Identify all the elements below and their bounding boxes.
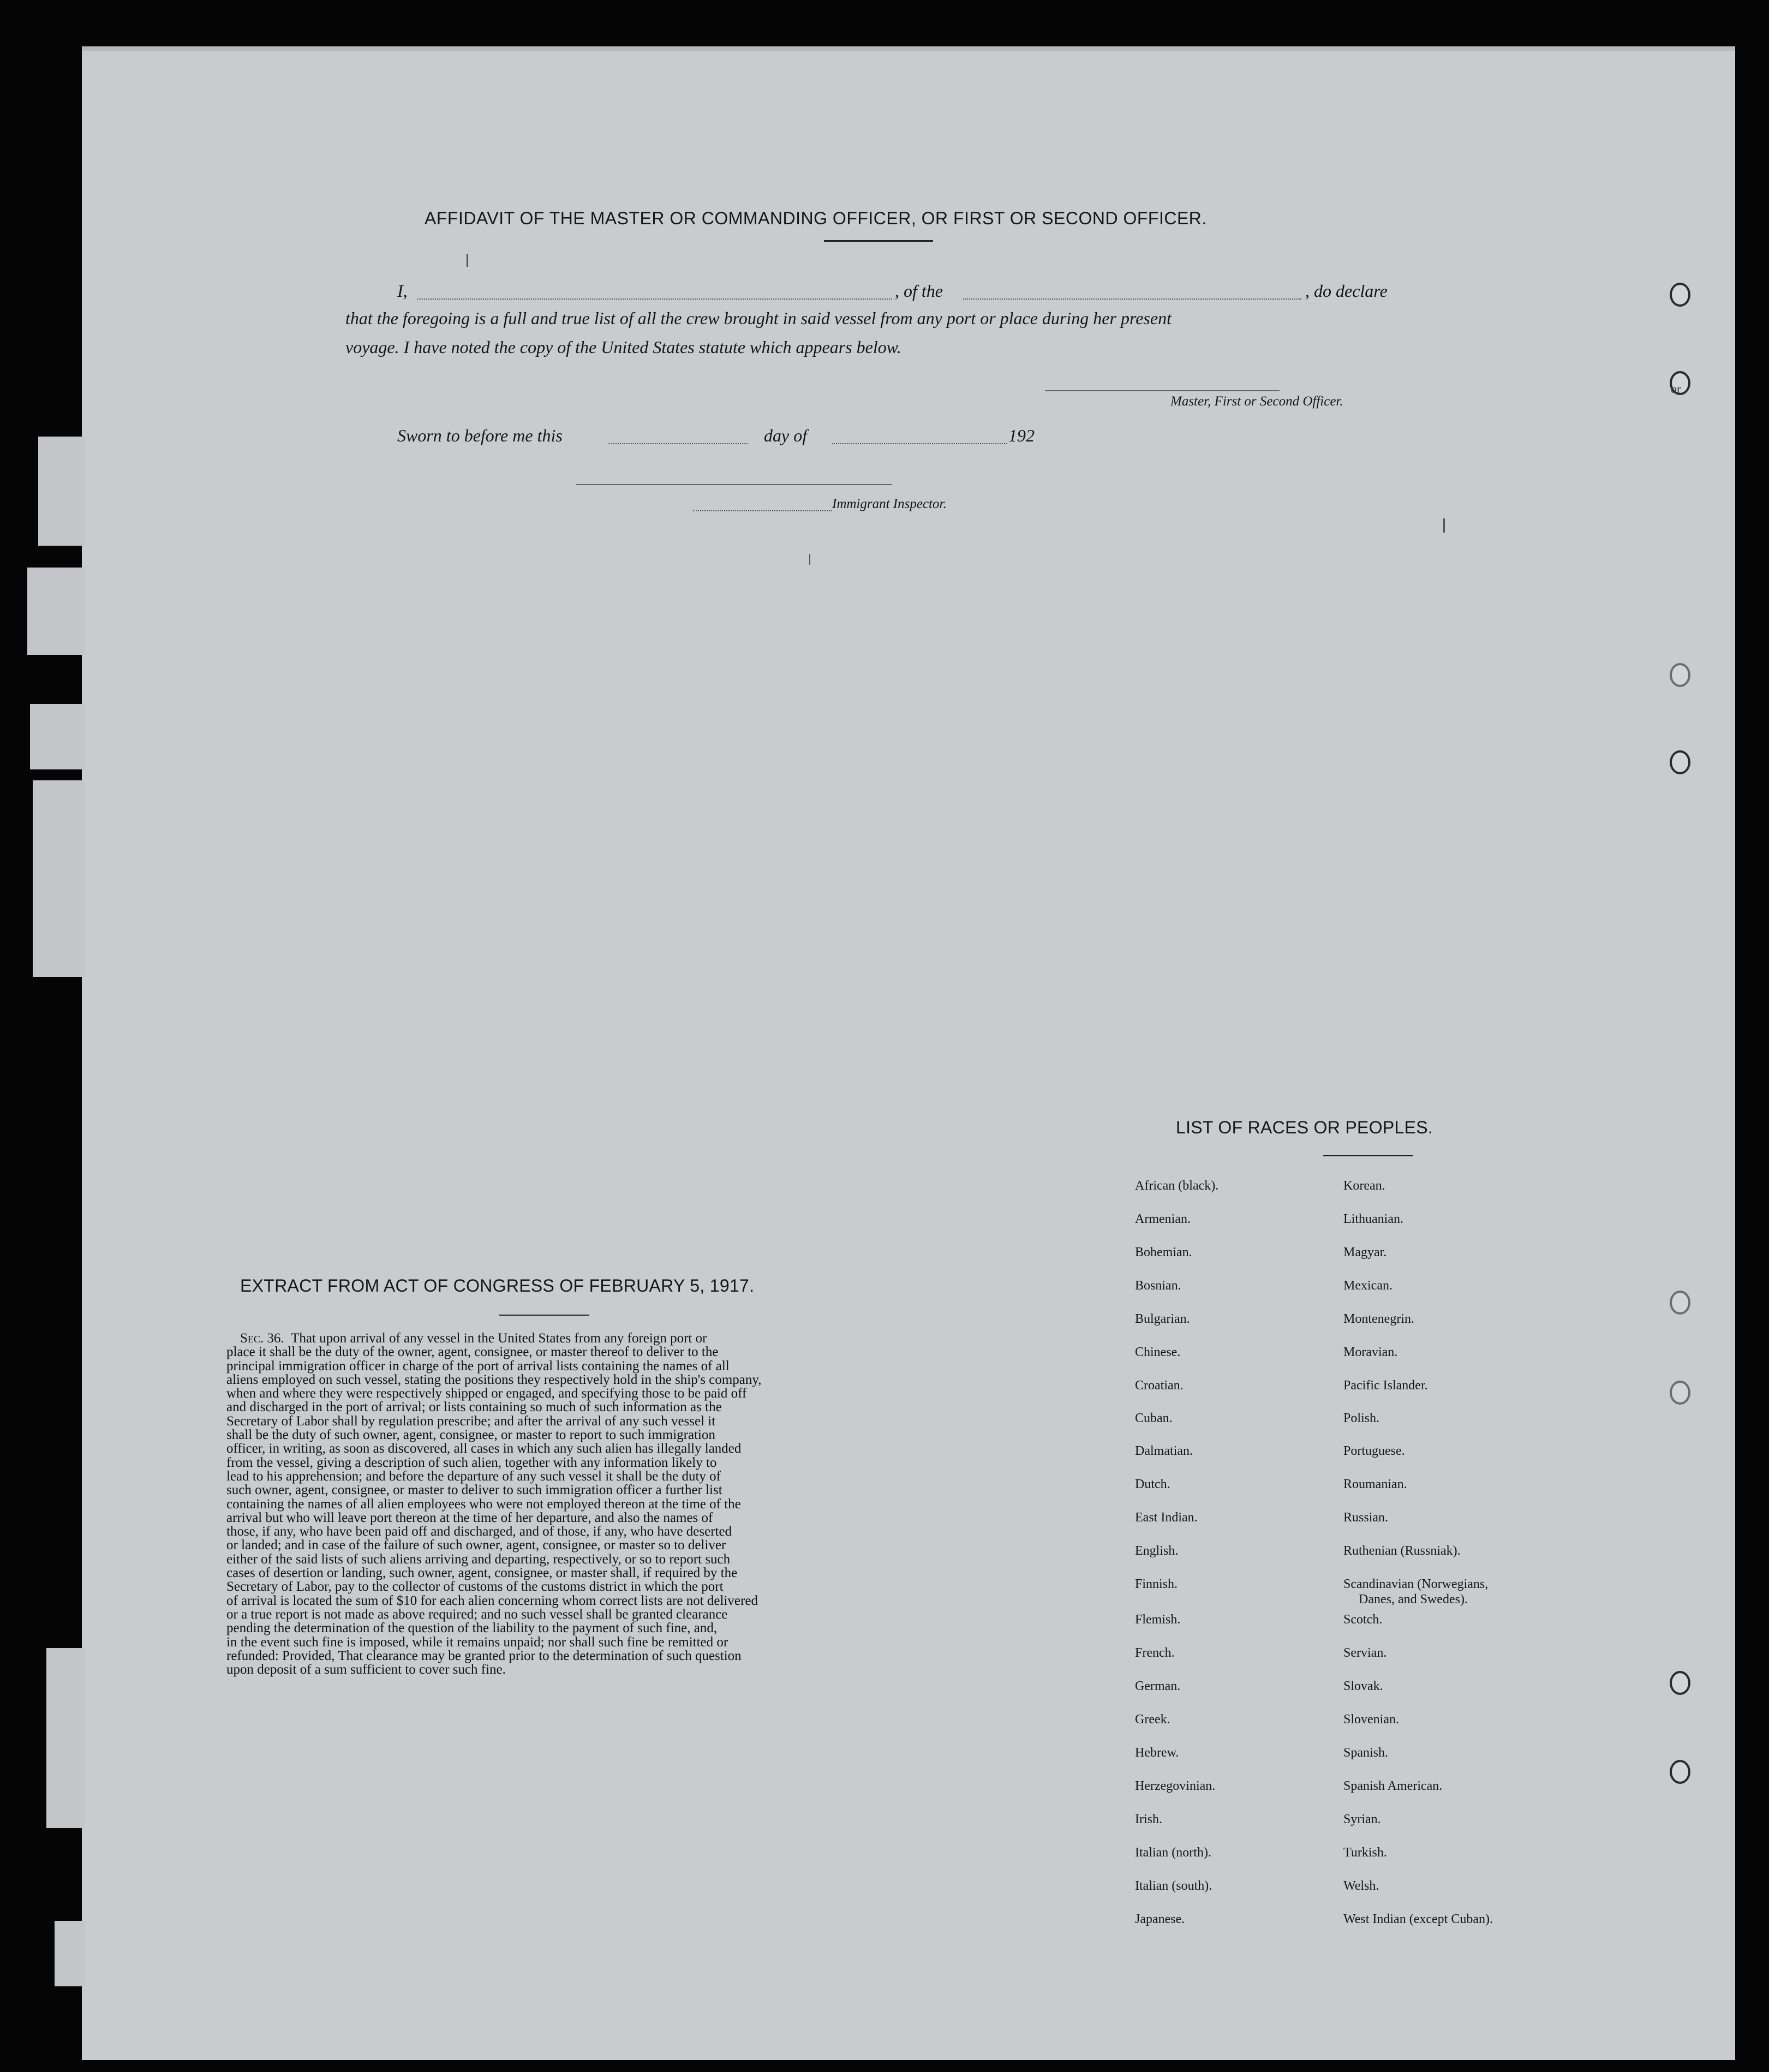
inspector-label: Immigrant Inspector. xyxy=(832,497,947,511)
race-item: Korean. xyxy=(1343,1179,1385,1193)
affidavit-title: AFFIDAVIT OF THE MASTER OR COMMANDING OFFICER, OR FIRST OR SECOND OFFICER. xyxy=(425,208,1207,228)
race-item: Bulgarian. xyxy=(1135,1312,1190,1326)
section-line: aliens employed on such vessel, stating the positions they respectively hold in the ship's company, xyxy=(226,1372,762,1387)
name-blank xyxy=(417,298,892,300)
race-item: Pacific Islander. xyxy=(1343,1378,1428,1393)
race-item: Bosnian. xyxy=(1135,1279,1181,1293)
race-item: Polish. xyxy=(1343,1411,1380,1425)
section-line: and discharged in the port of arrival; or lists containing so much of such information as the xyxy=(226,1400,722,1415)
sworn-day-blank xyxy=(608,443,748,444)
race-item: Japanese. xyxy=(1135,1912,1185,1926)
declaration-line-2: that the foregoing is a full and true list of all the crew brought in said vessel from any port or place during her present xyxy=(345,308,1172,328)
section-line: refunded: Provided, That clearance may be granted prior to the determination of such question xyxy=(226,1648,742,1663)
race-item: Herzegovinian. xyxy=(1135,1779,1216,1793)
section-line: or a true report is not made as above required; and no such vessel shall be granted clearance xyxy=(226,1607,728,1622)
section-line: shall be the duty of such owner, agent, consignee, or master to report to such immigration xyxy=(226,1428,715,1443)
scan-mark xyxy=(809,554,810,565)
extract-title: EXTRACT FROM ACT OF CONGRESS OF FEBRUARY 5, 1917. xyxy=(240,1276,755,1295)
binder-hole xyxy=(1670,1291,1690,1315)
race-item: Hebrew. xyxy=(1135,1746,1179,1760)
section-line: when and where they were respectively shipped or engaged, and specifying those to be paid off xyxy=(226,1386,747,1401)
master-label: Master, First or Second Officer. xyxy=(1170,394,1343,409)
race-item: Spanish. xyxy=(1343,1746,1389,1760)
race-item: Portuguese. xyxy=(1343,1444,1405,1458)
race-item: Armenian. xyxy=(1135,1212,1191,1226)
page-edge xyxy=(82,46,1735,51)
section-line: principal immigration officer in charge of the port of arrival lists containing the names of all xyxy=(226,1358,730,1374)
inspector-signature-line xyxy=(576,484,892,485)
race-item: French. xyxy=(1135,1646,1175,1660)
race-item: East Indian. xyxy=(1135,1510,1198,1525)
binder-hole xyxy=(1670,1760,1690,1784)
torn-tab xyxy=(27,568,85,655)
race-item: Syrian. xyxy=(1343,1812,1381,1826)
race-item: Croatian. xyxy=(1135,1378,1184,1393)
binder-hole xyxy=(1670,663,1690,687)
section-line: such owner, agent, consignee, or master to deliver to such immigration officer a further list xyxy=(226,1483,722,1498)
section-line: place it shall be the duty of the owner, agent, consignee, or master thereof to deliver to the xyxy=(226,1345,719,1360)
torn-tab xyxy=(30,704,85,769)
race-item: Scandinavian (Norwegians, xyxy=(1343,1577,1489,1591)
race-item: Ruthenian (Russniak). xyxy=(1343,1544,1461,1558)
binder-hole xyxy=(1670,1671,1690,1695)
section-line: containing the names of all alien employees who were not employed thereon at the time of the xyxy=(226,1496,741,1512)
section-line: from the vessel, giving a description of such alien, together with any information likely to xyxy=(226,1455,717,1470)
declaration-line-3: voyage. I have noted the copy of the United States statute which appears below. xyxy=(345,337,901,357)
section-line: either of the said lists of such aliens arriving and departing, respectively, or so to report such xyxy=(226,1551,731,1567)
race-item: Dalmatian. xyxy=(1135,1444,1193,1458)
race-item: Bohemian. xyxy=(1135,1245,1192,1259)
race-item: Italian (south). xyxy=(1135,1879,1212,1893)
declaration-i: I, xyxy=(397,281,408,301)
race-item: German. xyxy=(1135,1679,1181,1693)
race-item: Spanish American. xyxy=(1343,1779,1443,1793)
torn-tab xyxy=(33,780,85,977)
section-line: Secretary of Labor shall by regulation prescribe; and after the arrival of any such vessel it xyxy=(226,1413,716,1429)
master-signature-line xyxy=(1045,390,1280,391)
title-rule xyxy=(499,1315,589,1316)
section-line: those, if any, who have been paid off and discharged, and of those, if any, who have deserted xyxy=(226,1524,732,1539)
section-line: cases of desertion or landing, such owner, agent, consignee, or master shall, if required by the xyxy=(226,1566,738,1581)
sworn-text: Sworn to before me this xyxy=(397,426,563,445)
title-rule xyxy=(1323,1155,1413,1156)
race-item: Flemish. xyxy=(1135,1613,1181,1627)
torn-tab xyxy=(46,1648,85,1828)
race-item: Magyar. xyxy=(1343,1245,1387,1259)
section-line: That upon arrival of any vessel in the United States from any foreign port or xyxy=(291,1331,707,1346)
vessel-blank xyxy=(963,298,1301,300)
race-item: Slovak. xyxy=(1343,1679,1383,1693)
race-item: Scotch. xyxy=(1343,1613,1383,1627)
title-rule xyxy=(824,240,933,242)
race-item: African (black). xyxy=(1135,1179,1219,1193)
section-line: pending the determination of the question of the liability to the payment of such fine, and, xyxy=(226,1621,718,1636)
scan-mark xyxy=(467,254,468,267)
race-item: Welsh. xyxy=(1343,1879,1379,1893)
race-item: Mexican. xyxy=(1343,1279,1393,1293)
section-line: arrival but who will leave port thereon at the time of her departure, and also the names of xyxy=(226,1510,713,1525)
race-item: Lithuanian. xyxy=(1343,1212,1403,1226)
race-item: Italian (north). xyxy=(1135,1846,1211,1860)
race-item: Montenegrin. xyxy=(1343,1312,1414,1326)
binder-hole xyxy=(1670,283,1690,307)
declaration-of-the: , of the xyxy=(895,281,943,301)
document-page xyxy=(82,46,1735,2060)
race-item: Dutch. xyxy=(1135,1477,1170,1491)
race-item: Irish. xyxy=(1135,1812,1162,1826)
section-line: or landed; and in case of the failure of such owner, agent, consignee, or master so to deliver xyxy=(226,1538,726,1553)
race-item: Slovenian. xyxy=(1343,1712,1399,1727)
year-text: 192 xyxy=(1008,426,1035,445)
section-line: in the event such fine is imposed, while it remains unpaid; nor shall such fine be remitted or xyxy=(226,1634,728,1650)
race-item: English. xyxy=(1135,1544,1179,1558)
race-item: Moravian. xyxy=(1343,1345,1398,1359)
declaration-do-declare: , do declare xyxy=(1305,281,1388,301)
scan-mark xyxy=(1443,518,1445,533)
race-item: Roumanian. xyxy=(1343,1477,1407,1491)
section-line: of arrival is located the sum of $10 for each alien concerning whom correct lists are not delivered xyxy=(226,1593,758,1608)
section-line: Secretary of Labor, pay to the collector of customs of the customs district in which the port xyxy=(226,1579,724,1595)
race-item: West Indian (except Cuban). xyxy=(1343,1912,1493,1926)
torn-tab xyxy=(55,1921,85,1986)
race-item: Servian. xyxy=(1343,1646,1387,1660)
margin-mark: or xyxy=(1671,382,1681,396)
inspector-dots xyxy=(693,510,832,511)
race-item: Greek. xyxy=(1135,1712,1170,1727)
race-item: Turkish. xyxy=(1343,1846,1387,1860)
race-item: Chinese. xyxy=(1135,1345,1181,1359)
day-of-text: day of xyxy=(764,426,808,445)
section-line: upon deposit of a sum sufficient to cover such fine. xyxy=(226,1662,506,1677)
race-item: Danes, and Swedes). xyxy=(1359,1592,1468,1607)
section-36-text xyxy=(226,1331,865,1676)
race-item: Cuban. xyxy=(1135,1411,1173,1425)
section-line: officer, in writing, as soon as discovered, all cases in which any such alien has illegally landed xyxy=(226,1441,742,1456)
binder-hole xyxy=(1670,1381,1690,1405)
race-item: Russian. xyxy=(1343,1510,1389,1525)
month-blank xyxy=(832,443,1007,444)
race-item: Finnish. xyxy=(1135,1577,1178,1591)
section-line: lead to his apprehension; and before the departure of any such vessel it shall be the duty of xyxy=(226,1468,721,1484)
section-label: Sec. 36. xyxy=(240,1331,284,1346)
binder-hole xyxy=(1670,750,1690,774)
torn-tab xyxy=(38,437,85,546)
races-title: LIST OF RACES OR PEOPLES. xyxy=(1176,1118,1433,1137)
